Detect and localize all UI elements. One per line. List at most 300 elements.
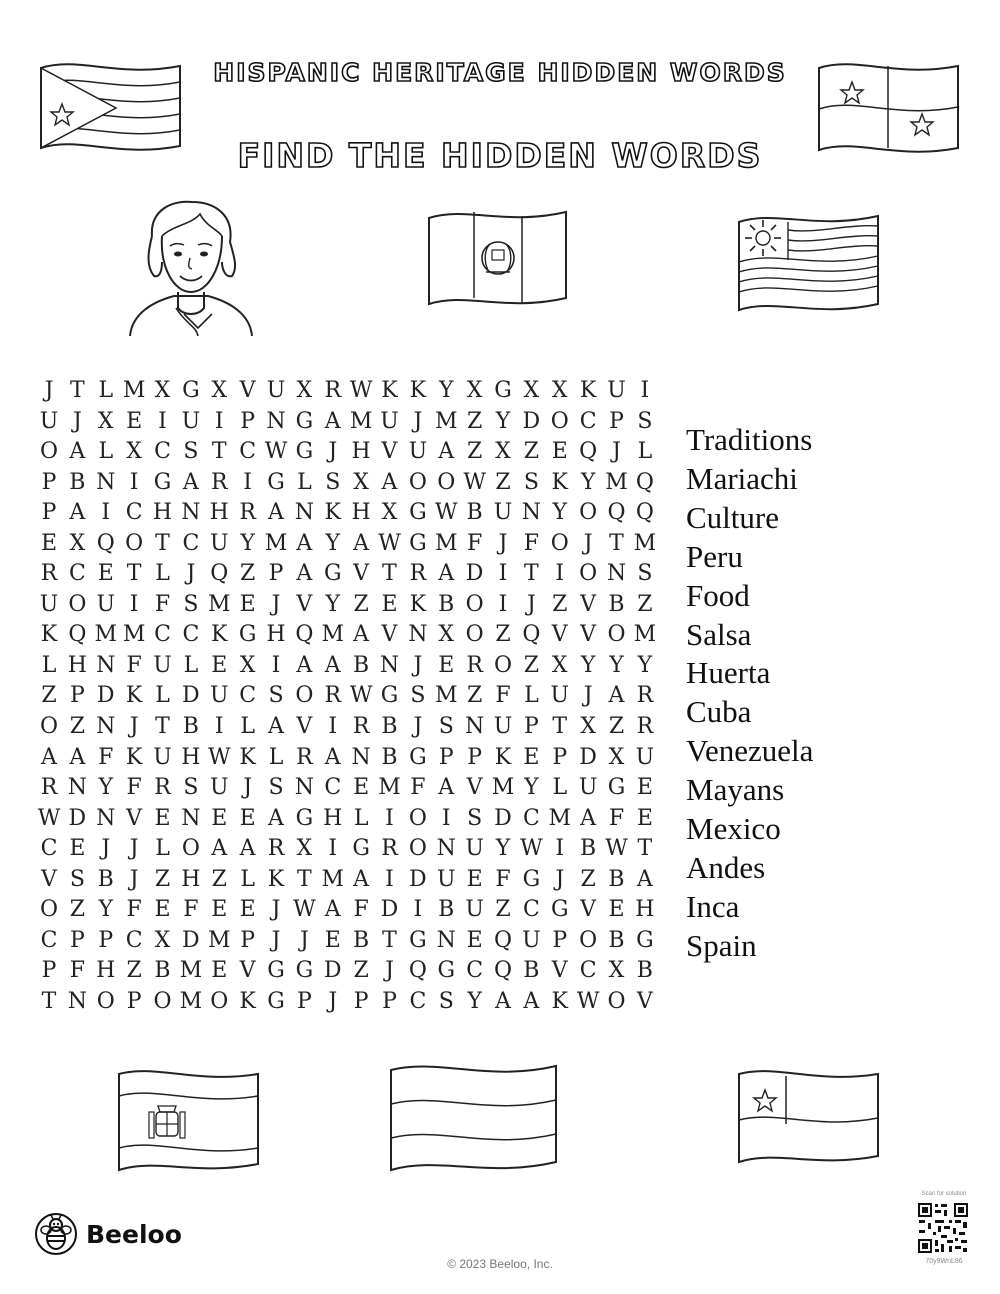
grid-letter: M bbox=[94, 622, 118, 648]
grid-letter: C bbox=[579, 408, 597, 434]
grid-letter: B bbox=[580, 836, 597, 862]
grid-letter: O bbox=[607, 622, 626, 648]
grid-letter: F bbox=[126, 897, 142, 923]
grid-letter: L bbox=[155, 561, 170, 587]
grid-letter: E bbox=[154, 805, 171, 831]
grid-letter: E bbox=[126, 408, 143, 434]
grid-letter: X bbox=[608, 958, 625, 984]
grid-letter: M bbox=[633, 622, 657, 648]
grid-letter: M bbox=[491, 775, 515, 801]
grid-letter: W bbox=[37, 805, 61, 831]
grid-letter: O bbox=[465, 591, 484, 617]
grid-letter: Y bbox=[552, 500, 568, 526]
grid-letter: Y bbox=[325, 591, 341, 617]
grid-letter: V bbox=[353, 561, 370, 587]
grid-letter: A bbox=[268, 714, 284, 740]
grid-letter: B bbox=[381, 744, 398, 770]
beeloo-logo bbox=[34, 1212, 182, 1256]
grid-letter: X bbox=[495, 439, 511, 465]
grid-letter: C bbox=[154, 622, 171, 648]
grid-letter: J bbox=[583, 530, 593, 556]
grid-letter: H bbox=[181, 744, 201, 770]
grid-letter: U bbox=[436, 866, 456, 892]
grid-letter: D bbox=[96, 683, 115, 709]
grid-letter: L bbox=[240, 714, 255, 740]
grid-letter: P bbox=[296, 988, 312, 1014]
grid-letter: W bbox=[349, 683, 373, 709]
grid-letter: K bbox=[409, 591, 427, 617]
grid-letter: R bbox=[324, 683, 342, 709]
grid-letter: W bbox=[605, 836, 628, 862]
grid-letter: U bbox=[96, 591, 116, 617]
grid-letter: J bbox=[271, 897, 281, 923]
grid-letter: B bbox=[608, 591, 625, 617]
word-list-item: Spain bbox=[686, 927, 757, 963]
grid-letter: S bbox=[410, 683, 426, 709]
grid-letter: M bbox=[179, 988, 203, 1014]
grid-letter: N bbox=[606, 561, 627, 587]
grid-letter: F bbox=[466, 530, 483, 556]
grid-letter: I bbox=[214, 714, 224, 740]
grid-letter: V bbox=[580, 622, 597, 648]
grid-letter: K bbox=[551, 469, 568, 495]
grid-letter: E bbox=[381, 591, 398, 617]
word-list-item: Mayans bbox=[686, 772, 785, 808]
grid-letter: X bbox=[239, 652, 256, 678]
grid-letter: E bbox=[523, 744, 540, 770]
grid-letter: A bbox=[296, 530, 313, 556]
word-list-item: Culture bbox=[686, 499, 779, 535]
grid-letter: S bbox=[637, 408, 653, 434]
grid-letter: Z bbox=[126, 958, 142, 984]
grid-letter: O bbox=[39, 439, 59, 465]
grid-letter: O bbox=[408, 469, 427, 495]
grid-letter: P bbox=[382, 988, 397, 1014]
grid-letter: X bbox=[381, 500, 398, 526]
grid-letter: J bbox=[526, 591, 536, 617]
grid-row bbox=[36, 743, 658, 774]
grid-letter: N bbox=[294, 500, 314, 526]
grid-letter: F bbox=[126, 652, 142, 678]
grid-letter: U bbox=[493, 500, 513, 526]
grid-letter: U bbox=[153, 744, 172, 770]
grid-letter: J bbox=[413, 652, 423, 678]
grid-letter: D bbox=[323, 958, 342, 984]
grid-row bbox=[36, 620, 658, 651]
grid-letter: Z bbox=[239, 561, 256, 587]
grid-letter: M bbox=[264, 530, 288, 556]
grid-letter: H bbox=[635, 897, 655, 923]
grid-letter: K bbox=[239, 988, 256, 1014]
grid-letter: B bbox=[608, 927, 625, 953]
grid-letter: G bbox=[437, 958, 456, 984]
grid-letter: Z bbox=[211, 866, 227, 892]
word-list bbox=[686, 421, 813, 966]
grid-letter: Z bbox=[552, 591, 568, 617]
grid-letter: J bbox=[72, 408, 82, 434]
grid-letter: T bbox=[609, 530, 624, 556]
grid-letter: R bbox=[324, 378, 342, 403]
grid-letter: E bbox=[239, 591, 256, 617]
grid-letter: P bbox=[69, 927, 85, 953]
word-list-item: Huerta bbox=[686, 655, 771, 691]
grid-letter: E bbox=[211, 958, 228, 984]
grid-letter: A bbox=[268, 500, 284, 526]
grid-letter: I bbox=[498, 561, 508, 587]
grid-letter: G bbox=[409, 500, 427, 526]
grid-letter: Z bbox=[495, 622, 511, 648]
grid-letter: K bbox=[381, 378, 398, 403]
grid-letter: A bbox=[182, 469, 199, 495]
word-list-item: Andes bbox=[686, 849, 766, 885]
grid-letter: E bbox=[324, 927, 341, 953]
grid-letter: S bbox=[183, 591, 199, 617]
grid-letter: Z bbox=[523, 439, 540, 465]
grid-letter: L bbox=[353, 805, 369, 831]
grid-letter: O bbox=[607, 988, 626, 1014]
grid-letter: X bbox=[551, 652, 568, 678]
word-list-item: Cuba bbox=[686, 694, 752, 730]
grid-letter: R bbox=[267, 836, 285, 862]
grid-letter: U bbox=[408, 439, 428, 465]
grid-letter: B bbox=[154, 958, 171, 984]
grid-letter: G bbox=[267, 988, 285, 1014]
grid-letter: F bbox=[523, 530, 539, 556]
grid-letter: N bbox=[96, 805, 116, 831]
grid-letter: V bbox=[381, 622, 398, 648]
grid-letter: J bbox=[101, 836, 111, 862]
grid-letter: A bbox=[523, 988, 540, 1014]
grid-letter: I bbox=[129, 469, 139, 495]
grid-letter: C bbox=[182, 622, 200, 648]
grid-letter: A bbox=[381, 469, 398, 495]
grid-letter: C bbox=[522, 805, 540, 831]
grid-letter: D bbox=[409, 866, 427, 892]
grid-letter: H bbox=[323, 805, 343, 831]
grid-letter: D bbox=[494, 805, 512, 831]
grid-letter: L bbox=[524, 683, 539, 709]
grid-letter: S bbox=[467, 805, 483, 831]
grid-letter: A bbox=[69, 744, 86, 770]
grid-letter: O bbox=[68, 591, 87, 617]
grid-letter: D bbox=[380, 897, 399, 923]
grid-row bbox=[36, 529, 658, 560]
grid-letter: E bbox=[353, 775, 370, 801]
grid-letter: Q bbox=[635, 500, 654, 526]
grid-letter: W bbox=[293, 897, 316, 923]
grid-letter: Y bbox=[98, 897, 114, 923]
grid-letter: C bbox=[522, 897, 540, 923]
grid-letter: O bbox=[39, 714, 59, 740]
grid-letter: A bbox=[438, 439, 455, 465]
grid-letter: T bbox=[155, 530, 170, 556]
grid-letter: X bbox=[438, 622, 455, 648]
grid-letter: L bbox=[98, 378, 114, 403]
grid-letter: Z bbox=[466, 439, 483, 465]
grid-letter: I bbox=[129, 591, 139, 617]
grid-letter: F bbox=[183, 897, 199, 923]
grid-letter: J bbox=[328, 988, 338, 1014]
grid-letter: I bbox=[555, 561, 565, 587]
grid-letter: T bbox=[637, 836, 653, 862]
grid-letter: H bbox=[351, 500, 371, 526]
grid-letter: J bbox=[498, 530, 508, 556]
grid-letter: R bbox=[636, 683, 654, 709]
grid-letter: T bbox=[524, 561, 539, 587]
grid-letter: X bbox=[69, 530, 86, 556]
grid-letter: K bbox=[125, 683, 143, 709]
grid-letter: H bbox=[266, 622, 286, 648]
grid-letter: J bbox=[44, 378, 54, 403]
grid-letter: O bbox=[579, 927, 598, 953]
grid-letter: N bbox=[521, 500, 541, 526]
grid-letter: I bbox=[214, 408, 224, 434]
grid-letter: R bbox=[409, 561, 427, 587]
grid-letter: E bbox=[211, 652, 228, 678]
grid-letter: K bbox=[551, 988, 568, 1014]
grid-letter: Y bbox=[580, 652, 596, 678]
grid-letter: T bbox=[382, 561, 397, 587]
grid-letter: C bbox=[125, 927, 143, 953]
grid-letter: P bbox=[240, 927, 256, 953]
grid-letter: G bbox=[409, 530, 427, 556]
grandmother-portrait-icon bbox=[122, 196, 260, 340]
grid-letter: A bbox=[324, 652, 341, 678]
grid-letter: H bbox=[209, 500, 229, 526]
grid-letter: D bbox=[579, 744, 597, 770]
grid-letter: L bbox=[41, 652, 57, 678]
grid-letter: B bbox=[438, 897, 455, 923]
grid-letter: E bbox=[636, 775, 653, 801]
grid-letter: J bbox=[583, 683, 593, 709]
grid-letter: O bbox=[550, 408, 569, 434]
grid-letter: A bbox=[69, 500, 86, 526]
grid-letter: B bbox=[523, 958, 540, 984]
grid-letter: A bbox=[353, 622, 370, 648]
grid-letter: G bbox=[267, 469, 285, 495]
grid-letter: R bbox=[154, 775, 171, 801]
grid-letter: X bbox=[353, 469, 369, 495]
grid-letter: F bbox=[98, 744, 114, 770]
grid-letter: Z bbox=[353, 591, 369, 617]
grid-letter: O bbox=[210, 988, 229, 1014]
grid-letter: I bbox=[243, 469, 252, 495]
grid-letter: Z bbox=[608, 714, 625, 740]
grid-letter: A bbox=[296, 561, 313, 587]
grid-letter: L bbox=[98, 439, 114, 465]
grid-row bbox=[36, 468, 658, 499]
grid-letter: L bbox=[155, 683, 170, 709]
grid-letter: Y bbox=[325, 530, 341, 556]
word-list-item: Mariachi bbox=[686, 460, 798, 496]
grid-letter: H bbox=[96, 958, 116, 984]
grid-letter: U bbox=[578, 775, 598, 801]
grid-letter: X bbox=[211, 378, 228, 403]
grid-letter: G bbox=[607, 775, 626, 801]
grid-letter: Q bbox=[96, 530, 115, 556]
grid-letter: N bbox=[67, 775, 87, 801]
grid-letter: U bbox=[266, 378, 286, 403]
grid-letter: C bbox=[579, 958, 597, 984]
grid-letter: M bbox=[122, 378, 146, 403]
grid-letter: R bbox=[381, 836, 398, 862]
grid-letter: V bbox=[126, 805, 143, 831]
grid-letter: G bbox=[182, 378, 200, 403]
grid-letter: D bbox=[522, 408, 541, 434]
grid-letter: N bbox=[67, 988, 87, 1014]
grid-letter: D bbox=[182, 927, 200, 953]
grid-letter: T bbox=[211, 439, 227, 465]
grid-letter: I bbox=[385, 866, 394, 892]
grid-letter: O bbox=[153, 988, 172, 1014]
grid-letter: L bbox=[268, 744, 284, 770]
qr-code-icon[interactable] bbox=[917, 1202, 969, 1254]
grid-letter: Z bbox=[523, 652, 540, 678]
grid-letter: N bbox=[181, 805, 201, 831]
grid-letter: C bbox=[40, 836, 58, 862]
grid-letter: S bbox=[268, 683, 284, 709]
grid-letter: Z bbox=[154, 866, 171, 892]
grid-row bbox=[36, 590, 658, 621]
grid-letter: T bbox=[70, 378, 85, 403]
grid-letter: I bbox=[328, 714, 338, 740]
grid-letter: E bbox=[239, 805, 256, 831]
grid-letter: E bbox=[211, 897, 228, 923]
grid-letter: I bbox=[158, 408, 167, 434]
grid-letter: A bbox=[324, 408, 341, 434]
grid-letter: J bbox=[129, 866, 139, 892]
grid-letter: K bbox=[125, 744, 143, 770]
grid-letter: P bbox=[41, 500, 57, 526]
grid-letter: E bbox=[636, 805, 653, 831]
grid-letter: N bbox=[379, 652, 400, 678]
grid-row bbox=[36, 773, 658, 804]
grid-letter: U bbox=[550, 683, 570, 709]
grid-letter: S bbox=[438, 714, 454, 740]
cuba-flag-icon bbox=[38, 60, 184, 160]
grid-letter: K bbox=[267, 866, 285, 892]
grid-letter: H bbox=[181, 866, 201, 892]
tricolor-flag-icon bbox=[388, 1058, 560, 1182]
grid-row bbox=[36, 865, 658, 896]
grid-letter: G bbox=[352, 836, 370, 862]
grid-letter: L bbox=[637, 439, 653, 465]
grid-letter: J bbox=[413, 408, 423, 434]
grid-letter: A bbox=[211, 836, 228, 862]
grid-letter: A bbox=[296, 652, 313, 678]
grid-letter: U bbox=[181, 408, 201, 434]
grid-letter: W bbox=[434, 500, 458, 526]
grid-letter: P bbox=[552, 927, 568, 953]
grid-letter: W bbox=[349, 378, 373, 403]
grid-letter: C bbox=[68, 561, 86, 587]
grid-letter: V bbox=[41, 866, 57, 892]
grid-letter: G bbox=[409, 927, 427, 953]
grid-letter: Y bbox=[467, 988, 482, 1014]
grid-letter: U bbox=[635, 744, 655, 770]
word-list-item: Traditions bbox=[686, 422, 813, 457]
grid-letter: C bbox=[125, 500, 143, 526]
grid-letter: M bbox=[207, 927, 231, 953]
grid-letter: A bbox=[495, 988, 511, 1014]
brand-name: Beeloo bbox=[86, 1219, 182, 1249]
grid-letter: U bbox=[607, 378, 626, 403]
grid-letter: U bbox=[380, 408, 399, 434]
grid-letter: Z bbox=[41, 683, 57, 709]
grid-letter: B bbox=[182, 714, 199, 740]
grid-letter: M bbox=[122, 622, 146, 648]
grid-letter: V bbox=[551, 958, 568, 984]
grid-row bbox=[36, 498, 658, 529]
word-list-item: Venezuela bbox=[686, 733, 814, 769]
grid-letter: Z bbox=[69, 714, 86, 740]
grid-letter: N bbox=[436, 836, 456, 862]
grid-letter: A bbox=[353, 866, 370, 892]
grid-letter: X bbox=[608, 744, 625, 770]
grid-row bbox=[36, 407, 658, 438]
grid-row bbox=[36, 376, 658, 407]
grid-letter: E bbox=[154, 897, 171, 923]
grid-letter: S bbox=[183, 775, 199, 801]
grid-letter: O bbox=[181, 836, 200, 862]
grid-letter: O bbox=[39, 897, 59, 923]
grid-letter: Q bbox=[493, 958, 513, 984]
grid-letter: N bbox=[181, 500, 201, 526]
grid-letter: Z bbox=[637, 591, 653, 617]
grid-letter: V bbox=[551, 622, 568, 648]
grid-letter: I bbox=[385, 805, 394, 831]
grid-letter: J bbox=[612, 439, 621, 465]
page-subtitle: FIND THE HIDDEN WORDS bbox=[237, 136, 763, 175]
bee-logo-icon bbox=[34, 1212, 78, 1256]
grid-letter: P bbox=[438, 744, 454, 770]
grid-letter: S bbox=[637, 561, 653, 587]
grid-letter: V bbox=[580, 591, 597, 617]
grid-letter: B bbox=[97, 866, 114, 892]
grid-letter: W bbox=[378, 530, 401, 556]
grid-letter: P bbox=[240, 408, 256, 434]
grid-letter: G bbox=[380, 683, 399, 709]
page-title: HISPANIC HERITAGE HIDDEN WORDS bbox=[213, 58, 787, 87]
grid-letter: A bbox=[69, 439, 86, 465]
grid-letter: S bbox=[268, 775, 284, 801]
grid-letter: Q bbox=[493, 927, 513, 953]
grid-row bbox=[36, 437, 658, 468]
grid-letter: J bbox=[243, 775, 253, 801]
word-list-item: Peru bbox=[686, 538, 743, 574]
grid-letter: F bbox=[495, 866, 511, 892]
grid-letter: B bbox=[608, 866, 625, 892]
grid-letter: M bbox=[378, 775, 401, 801]
grid-letter: U bbox=[153, 652, 172, 678]
grid-letter: U bbox=[209, 683, 229, 709]
grid-letter: V bbox=[296, 591, 313, 617]
grid-letter: O bbox=[465, 622, 484, 648]
grid-letter: N bbox=[436, 927, 456, 953]
grid-letter: K bbox=[40, 622, 58, 648]
grid-letter: T bbox=[382, 927, 397, 953]
grid-letter: R bbox=[636, 714, 654, 740]
grid-row bbox=[36, 681, 658, 712]
grid-letter: A bbox=[324, 744, 341, 770]
grid-letter: X bbox=[126, 439, 142, 465]
grid-letter: E bbox=[69, 836, 86, 862]
grid-letter: F bbox=[410, 775, 426, 801]
grid-letter: C bbox=[466, 958, 484, 984]
grid-letter: O bbox=[579, 561, 598, 587]
grid-letter: V bbox=[239, 958, 256, 984]
qr-caption: Scan for solution bbox=[921, 1191, 967, 1197]
